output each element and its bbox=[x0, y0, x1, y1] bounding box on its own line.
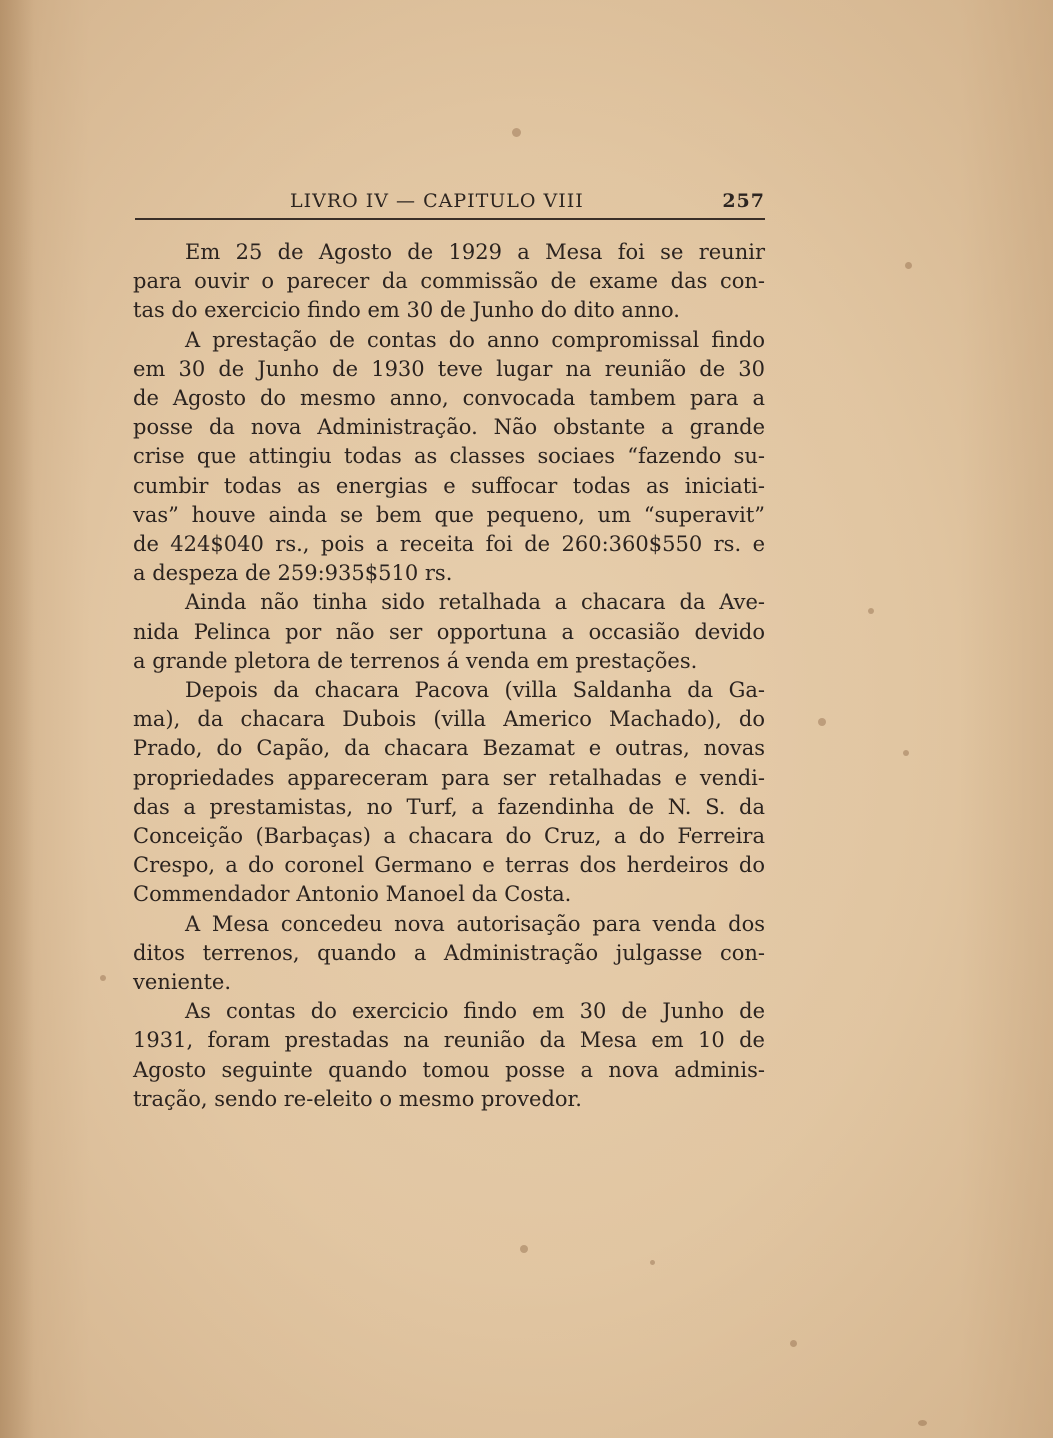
paper-speck bbox=[868, 608, 874, 614]
text-line: de 424$040 rs., pois a receita foi de 260:360$550 rs. e bbox=[133, 532, 765, 557]
text-line: a grande pletora de terrenos á venda em prestações. bbox=[133, 648, 698, 673]
paper-speck bbox=[903, 750, 909, 756]
text-line: para ouvir o parecer da commissão de exame das con- bbox=[133, 269, 765, 294]
text-line: Prado, do Capão, da chacara Bezamat e outras, novas bbox=[133, 736, 765, 761]
text-line: ma), da chacara Dubois (villa Americo Machado), do bbox=[133, 707, 765, 732]
text-line: tração, sendo re-eleito o mesmo provedor. bbox=[133, 1086, 582, 1111]
text-line: Ainda não tinha sido retalhada a chacara da Ave- bbox=[185, 590, 765, 615]
text-line: cumbir todas as energias e suffocar todas as iniciati- bbox=[133, 473, 765, 498]
paper-speck bbox=[918, 1420, 927, 1426]
paper-speck bbox=[905, 262, 912, 269]
text-line: Depois da chacara Pacova (villa Saldanha da Ga- bbox=[185, 678, 765, 703]
text-line: das a prestamistas, no Turf, a fazendinha de N. S. da bbox=[133, 794, 765, 819]
paragraph bbox=[133, 326, 765, 589]
paper-speck bbox=[650, 1260, 655, 1265]
text-line: ditos terrenos, quando a Administração julgasse con- bbox=[133, 940, 765, 965]
text-line: crise que attingiu todas as classes sociaes “fazendo su- bbox=[133, 444, 765, 469]
text-line: Em 25 de Agosto de 1929 a Mesa foi se reunir bbox=[185, 240, 765, 264]
paragraph bbox=[133, 588, 765, 676]
paper-speck bbox=[100, 975, 106, 981]
text-line: Conceição (Barbaças) a chacara do Cruz, a do Ferreira bbox=[133, 824, 765, 849]
text-line: tas do exercicio findo em 30 de Junho do dito anno. bbox=[133, 298, 680, 323]
text-line: vas” houve ainda se bem que pequeno, um “superavit” bbox=[133, 502, 765, 527]
paragraph bbox=[133, 238, 765, 326]
header-rule bbox=[135, 218, 765, 220]
running-header bbox=[135, 188, 765, 220]
text-line: Agosto seguinte quando tomou posse a nova adminis- bbox=[133, 1057, 765, 1082]
text-line: A Mesa concedeu nova autorisação para venda dos bbox=[185, 911, 765, 936]
paper-speck bbox=[818, 718, 826, 726]
text-line: em 30 de Junho de 1930 teve lugar na reunião de 30 bbox=[133, 356, 765, 381]
text-line: a despeza de 259:935$510 rs. bbox=[133, 561, 453, 586]
paper-speck bbox=[520, 1245, 528, 1253]
text-line: Commendador Antonio Manoel da Costa. bbox=[133, 882, 572, 907]
text-line: nida Pelinca por não ser opportuna a occasião devido bbox=[133, 619, 765, 644]
page-number: 257 bbox=[722, 190, 765, 212]
body-text bbox=[133, 238, 765, 1114]
text-line: posse da nova Administração. Não obstante a grande bbox=[133, 415, 765, 440]
paper-speck bbox=[512, 128, 521, 137]
text-line: de Agosto do mesmo anno, convocada tambem para a bbox=[133, 386, 765, 411]
paragraph bbox=[133, 997, 765, 1114]
text-line: propriedades appareceram para ser retalhadas e vendi- bbox=[133, 765, 765, 790]
text-line: A prestação de contas do anno compromissal findo bbox=[185, 327, 765, 352]
text-line: As contas do exercicio findo em 30 de Junho de bbox=[185, 999, 765, 1024]
text-line: Crespo, a do coronel Germano e terras dos herdeiros do bbox=[133, 853, 765, 878]
text-line: 1931, foram prestadas na reunião da Mesa em 10 de bbox=[133, 1028, 765, 1053]
paragraph bbox=[133, 676, 765, 910]
paragraph bbox=[133, 910, 765, 998]
text-line: veniente. bbox=[133, 970, 232, 995]
chapter-title: LIVRO IV — CAPITULO VIII bbox=[290, 190, 584, 212]
paper-speck bbox=[790, 1340, 797, 1347]
